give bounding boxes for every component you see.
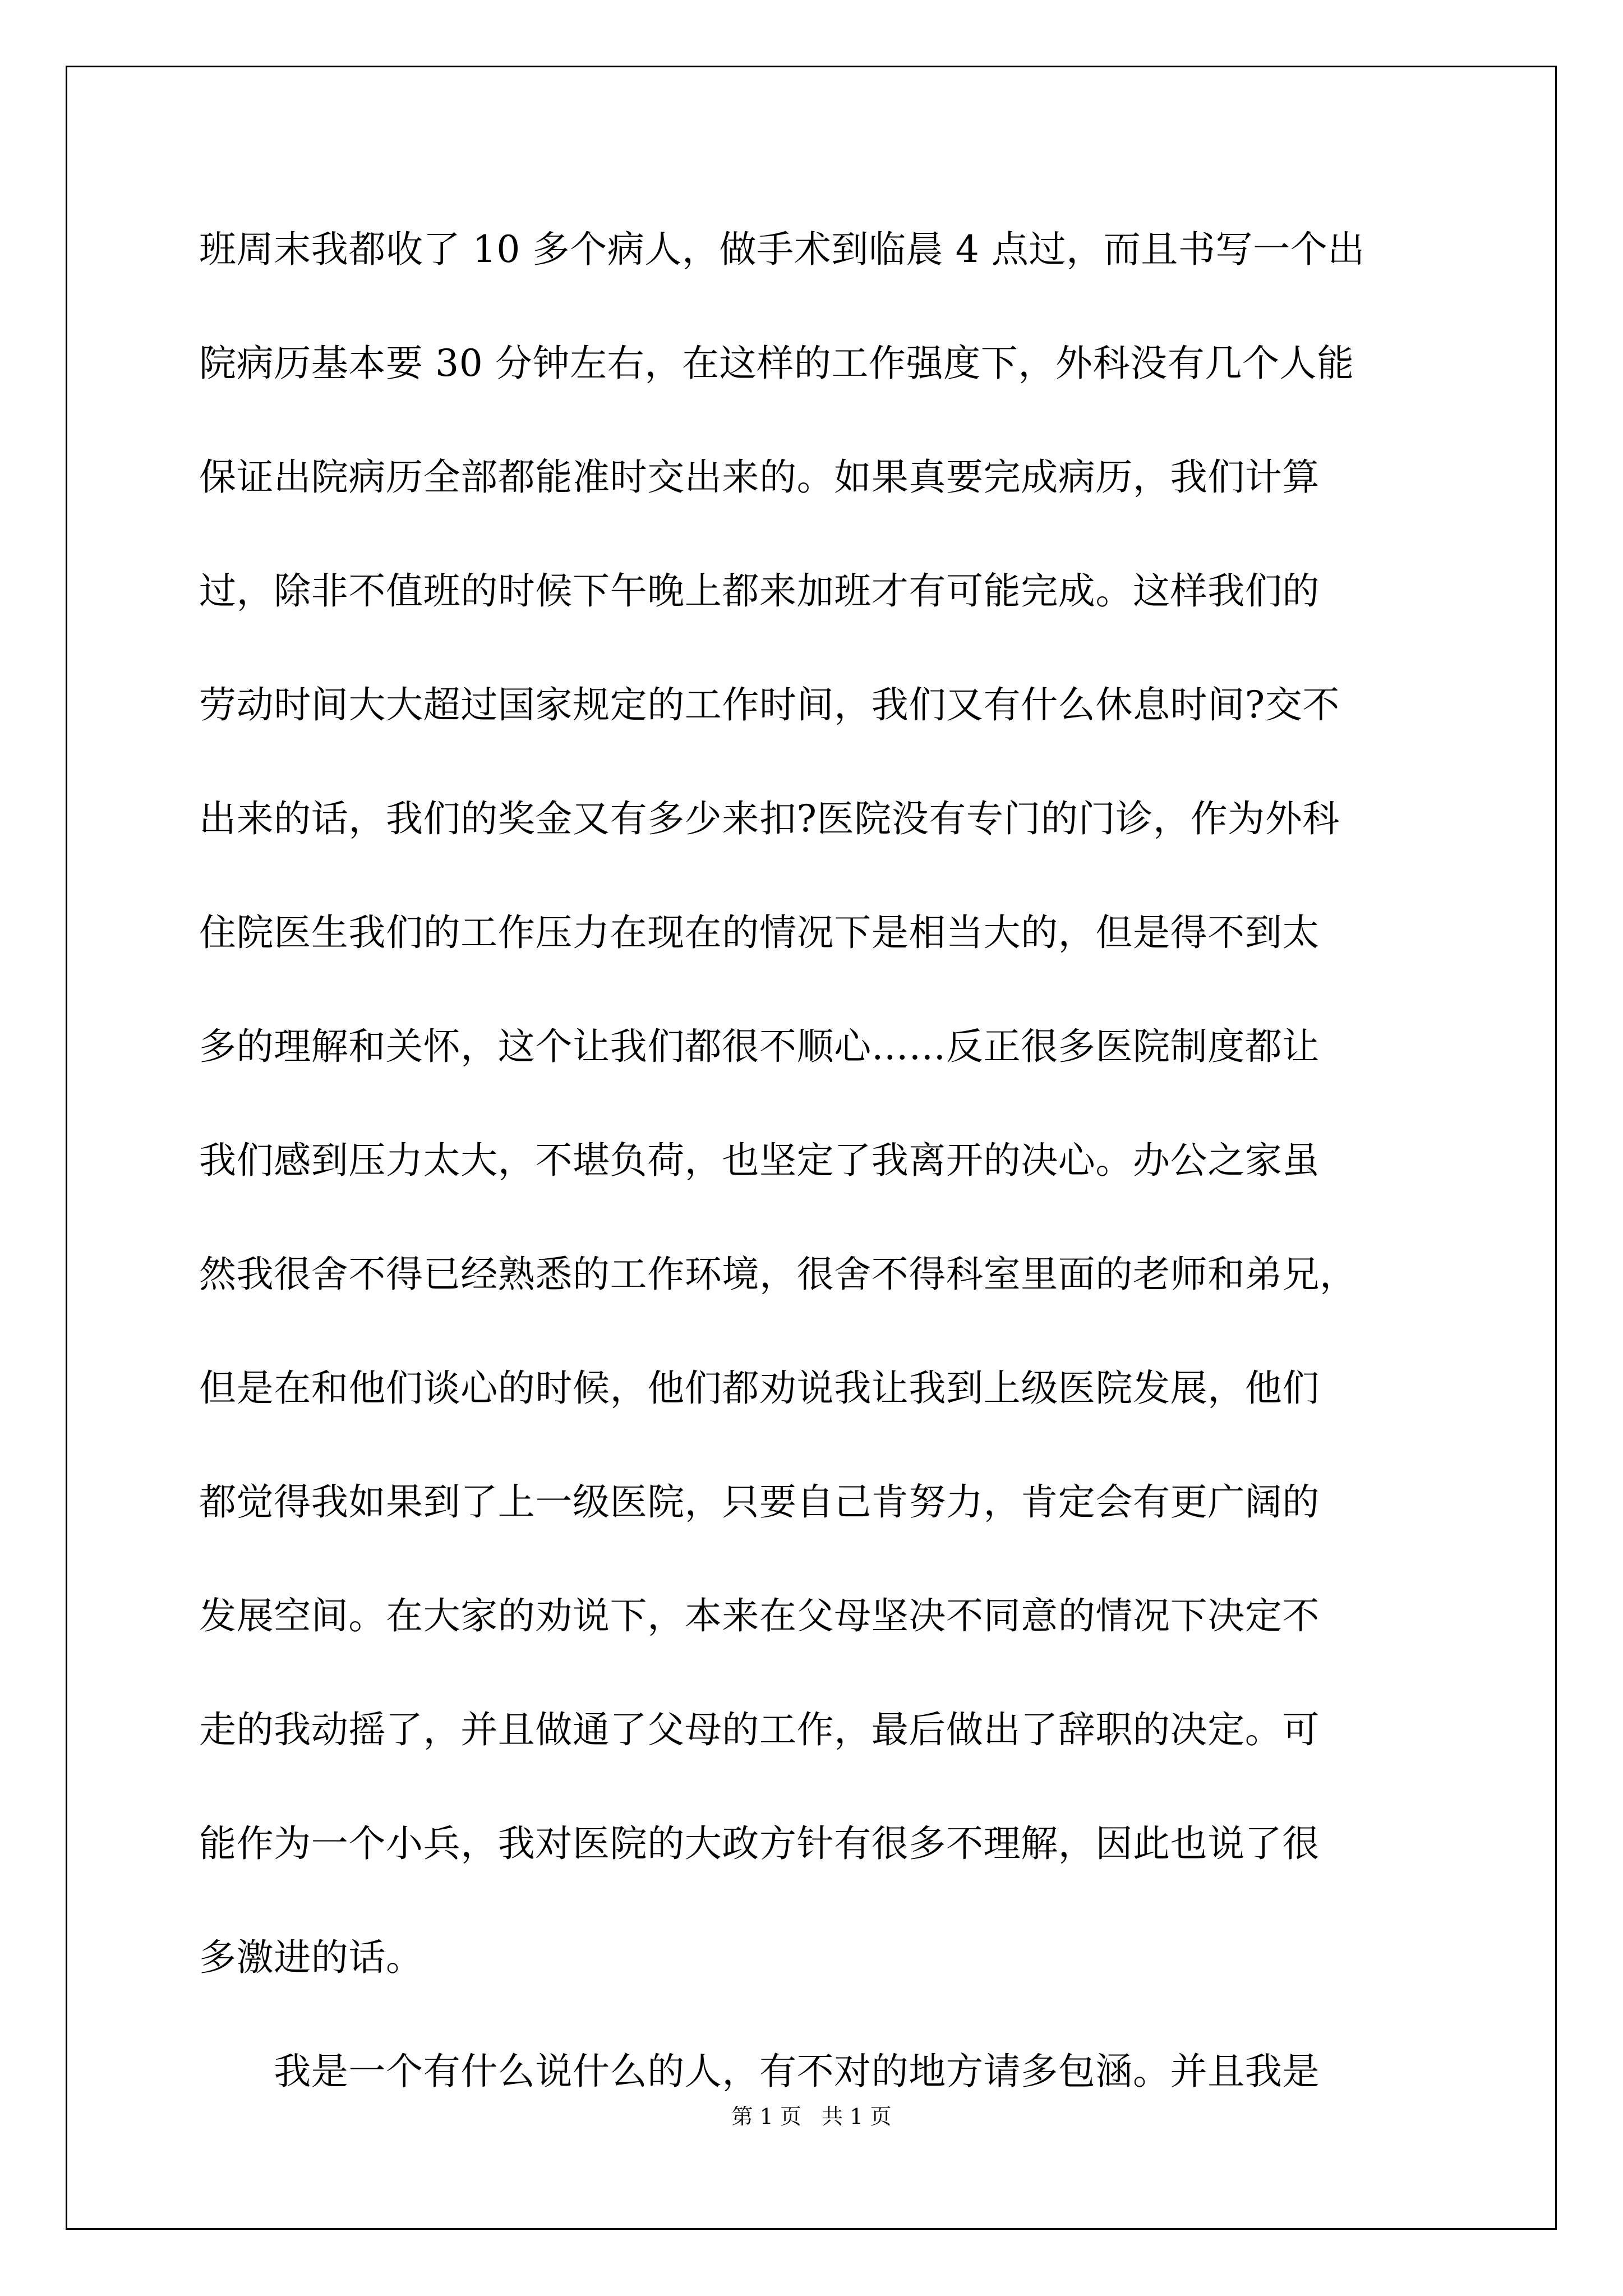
text-line: 都觉得我如果到了上一级医院，只要自己肯努力，肯定会有更广阔的 — [199, 1480, 1320, 1524]
text-line: 然我很舍不得已经熟悉的工作环境，很舍不得科室里面的老师和弟兄， — [199, 1253, 1357, 1296]
page-footer: 第 1 页 共 1 页 — [731, 2104, 892, 2129]
text-line: 院病历基本要 30 分钟左右，在这样的工作强度下，外科没有几个人能 — [199, 342, 1354, 385]
text-line: 但是在和他们谈心的时候，他们都劝说我让我到上级医院发展，他们 — [199, 1366, 1320, 1410]
text-line: 发展空间。在大家的劝说下，本来在父母坚决不同意的情况下决定不 — [199, 1594, 1320, 1637]
text-line: 出来的话，我们的奖金又有多少来扣?医院没有专门的门诊，作为外科 — [199, 797, 1340, 840]
text-line: 住院医生我们的工作压力在现在的情况下是相当大的，但是得不到太 — [199, 911, 1320, 954]
text-line: 走的我动摇了，并且做通了父母的工作，最后做出了辞职的决定。可 — [199, 1708, 1320, 1751]
text-line: 我是一个有什么说什么的人，有不对的地方请多包涵。并且我是 — [199, 2050, 1320, 2093]
text-line: 我们感到压力太大，不堪负荷，也坚定了我离开的决心。办公之家虽 — [199, 1139, 1320, 1182]
text-line: 班周末我都收了 10 多个病人，做手术到临晨 4 点过，而且书写一个出 — [199, 228, 1365, 271]
text-line: 劳动时间大大超过国家规定的工作时间，我们又有什么休息时间?交不 — [199, 683, 1340, 726]
text-line: 能作为一个小兵，我对医院的大政方针有很多不理解，因此也说了很 — [199, 1822, 1320, 1865]
document-body — [199, 216, 1438, 2152]
text-line: 保证出院病历全部都能准时交出来的。如果真要完成病历，我们计算 — [199, 455, 1320, 499]
text-line: 多激进的话。 — [199, 1936, 423, 1979]
text-line: 过，除非不值班的时候下午晚上都来加班才有可能完成。这样我们的 — [199, 569, 1320, 613]
text-line: 多的理解和关怀，这个让我们都很不顺心……反正很多医院制度都让 — [199, 1025, 1320, 1068]
